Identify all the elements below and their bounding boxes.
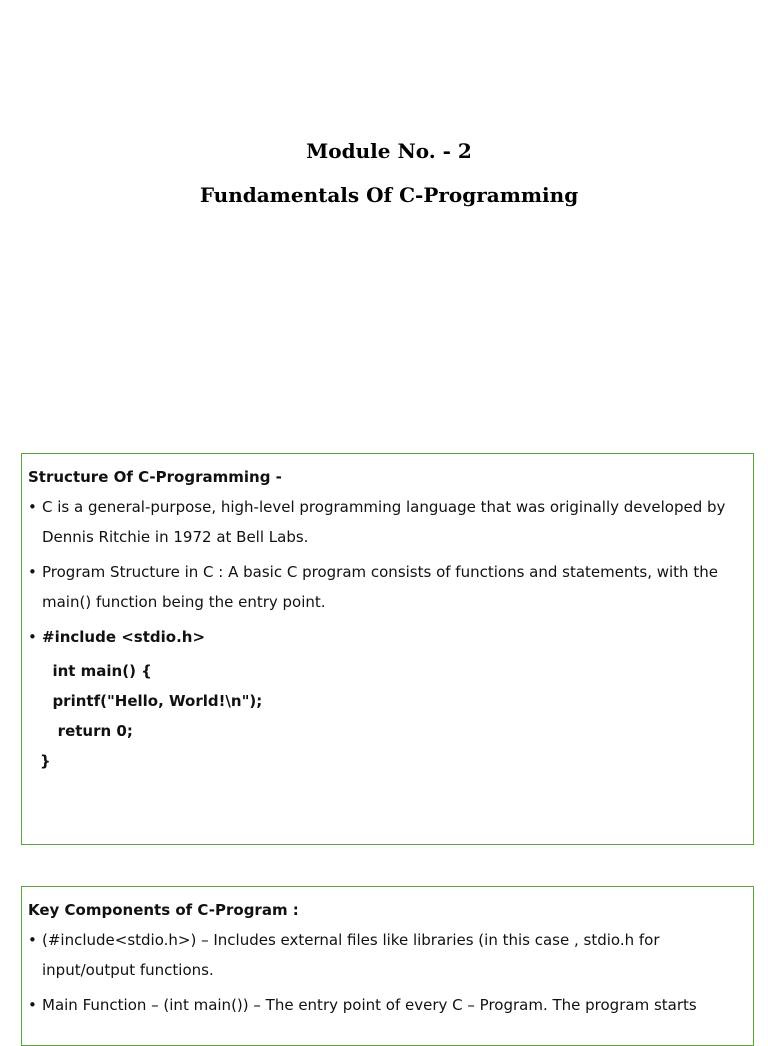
structure-heading: Structure Of C-Programming - <box>28 468 282 486</box>
bullet-icon: • <box>28 996 37 1014</box>
components-bullet-list <box>28 926 747 1021</box>
bullet-icon: • <box>28 628 37 646</box>
bullet-text: Main Function – (int main()) – The entry point of every C – Program. The program starts <box>42 996 697 1014</box>
structure-section <box>21 453 754 845</box>
bullet-text: C is a general-purpose, high-level programming language that was originally developed by Dennis Ritchie in 1972 at Bell Labs. <box>42 498 726 546</box>
components-section <box>21 886 754 1046</box>
bullet-text: Program Structure in C : A basic C program consists of functions and statements, with the main() function being the entry point. <box>42 563 718 611</box>
list-item <box>28 926 747 985</box>
code-line: } <box>40 751 51 770</box>
components-heading: Key Components of C-Program : <box>28 901 299 919</box>
list-item <box>28 493 747 552</box>
list-item <box>28 558 747 617</box>
code-line: printf("Hello, World!\n"); <box>42 691 263 710</box>
bullet-icon: • <box>28 498 37 516</box>
bullet-icon: • <box>28 931 37 949</box>
module-number: Module No. - 2 <box>306 139 472 163</box>
module-title: Fundamentals Of C-Programming <box>199 183 579 207</box>
code-line: int main() { <box>42 661 152 680</box>
code-line: return 0; <box>42 721 133 740</box>
bullet-text: (#include<stdio.h>) – Includes external files like libraries (in this case , stdio.h for input/output functions. <box>42 931 660 979</box>
structure-bullet-list <box>28 493 747 653</box>
code-example <box>28 623 747 653</box>
bullet-icon: • <box>28 563 37 581</box>
code-line: #include <stdio.h> <box>42 628 206 646</box>
code-block <box>28 653 747 780</box>
list-item <box>28 991 747 1021</box>
